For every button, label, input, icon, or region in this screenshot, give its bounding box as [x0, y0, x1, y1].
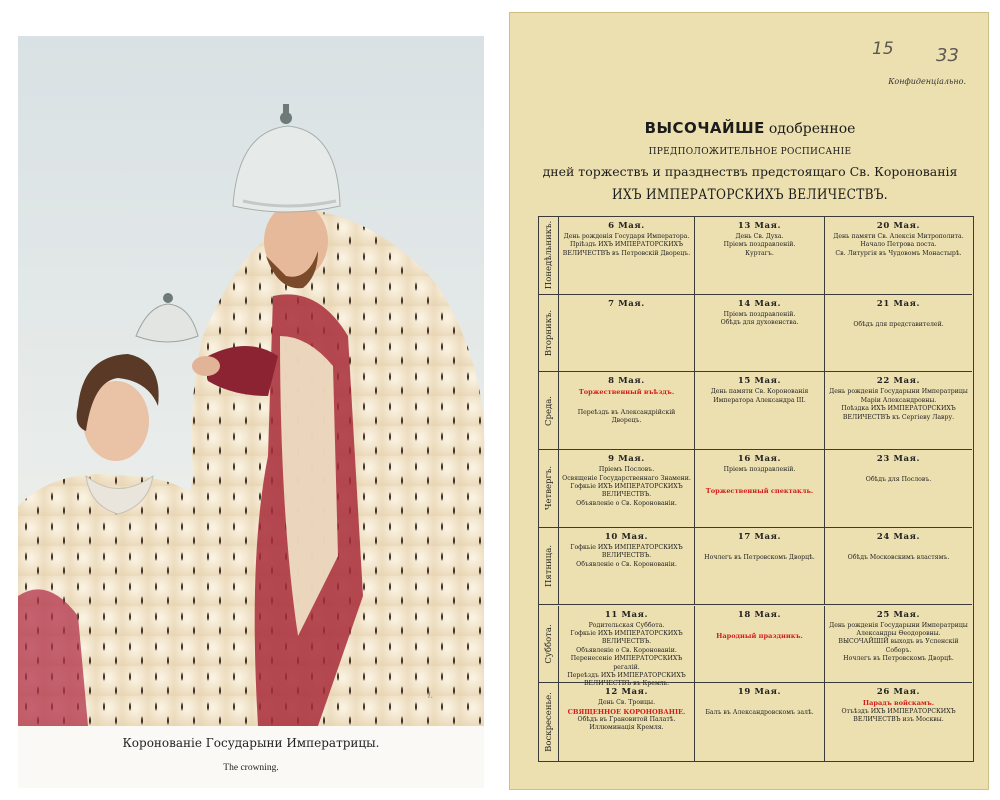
- caption-russian: Коронованіе Государыни Императрицы.: [122, 736, 380, 750]
- cell-date: 19 Мая.: [737, 687, 782, 698]
- cell-date: 7 Мая.: [608, 298, 645, 309]
- event-note: Обѣдъ въ Грановитой Палатѣ.: [577, 716, 676, 723]
- schedule-cell: [825, 372, 972, 449]
- cell-date: 15 Мая.: [737, 376, 782, 387]
- schedule-row: [539, 683, 972, 761]
- cell-date: 23 Мая.: [876, 454, 921, 465]
- event-note: Обѣдъ для Пословъ.: [865, 476, 932, 484]
- cell-date: 21 Мая.: [876, 298, 921, 309]
- event-note: День рожденія Государя Императора.: [563, 233, 690, 240]
- weekday-text: Воскресенье.: [543, 692, 554, 752]
- schedule-cell: [825, 683, 972, 761]
- event-note: Объявленіе о Св. Коронованіи.: [576, 499, 677, 507]
- weekday-label: [539, 295, 559, 372]
- event-note: День памяти Св. Алексія Митрополита. Начало Петрова поста.: [833, 233, 964, 249]
- event-note: Переѣздъ въ Александрійскій Дворецъ.: [577, 408, 676, 425]
- schedule-row: [539, 606, 972, 688]
- event-note: Объявленіе о Св. Коронованіи.: [576, 646, 677, 654]
- weekday-text: Вторникъ.: [543, 309, 554, 357]
- event-note: Родительская Суббота.: [588, 621, 665, 629]
- event-note: День Св. Духа.: [735, 233, 784, 240]
- event-highlight: СВЯЩЕННОЕ КОРОНОВАНІЕ.: [567, 707, 686, 716]
- schedule-cell: [559, 217, 695, 294]
- weekday-label: [539, 528, 559, 605]
- cell-date: 17 Мая.: [737, 531, 782, 542]
- schedule-cell: [559, 450, 695, 527]
- schedule-cell: [559, 606, 695, 688]
- event-note: Объявленіе о Св. Коронованіи.: [576, 560, 677, 568]
- weekday-label: [539, 372, 559, 449]
- event-note: Св. Литургія въ Чудовомъ Монастырѣ.: [835, 249, 962, 257]
- schedule-cell: [559, 528, 695, 605]
- caption-english: The crowning.: [223, 763, 279, 773]
- schedule-row: [539, 295, 972, 373]
- schedule-cell: [695, 683, 825, 761]
- event-note: Отъѣздъ ИХЪ ИМПЕРАТОРСКИХЪ ВЕЛИЧЕСТВЪ изъ Москвы.: [841, 707, 956, 723]
- schedule-cell: [695, 295, 825, 372]
- schedule-cell: [695, 528, 825, 605]
- schedule-cell: [825, 528, 972, 605]
- cell-date: 16 Мая.: [737, 454, 782, 465]
- cell-date: 20 Мая.: [876, 221, 921, 231]
- event-note: Перенесеніе ИМПЕРАТОРСКИХЪ регалій.: [570, 655, 683, 671]
- event-note: Переѣздъ ИХЪ ИМПЕРАТОРСКИХЪ ВЕЛИЧЕСТВЪ въ Кремль.: [567, 671, 686, 688]
- event-note: Гофкьіе ИХЪ ИМПЕРАТОРСКИХЪ ВЕЛИЧЕСТВЪ.: [570, 629, 683, 646]
- event-note: Ночлегъ въ Петровскомъ Дворцѣ.: [704, 553, 815, 561]
- weekday-text: Понедѣльникъ.: [543, 221, 554, 290]
- illustration-page: [18, 36, 484, 788]
- event-note: Поѣздка ИХЪ ИМПЕРАТОРСКИХЪ ВЕЛИЧЕСТВЪ къ Сергіеву Лавру.: [841, 405, 956, 421]
- event-note: Ночлегъ въ Петровскомъ Дворцѣ.: [843, 655, 954, 663]
- event-note: День Св. Троицы.: [597, 699, 656, 707]
- event-highlight: Парадъ войскамъ.: [862, 699, 935, 708]
- cell-date: 11 Мая.: [604, 609, 649, 620]
- cell-date: 9 Мая.: [608, 454, 645, 465]
- coronation-painting: [18, 36, 484, 726]
- weekday-label: [539, 683, 559, 761]
- event-note: Балъ въ Александровскомъ залѣ.: [705, 709, 814, 717]
- cell-date: 6 Мая.: [608, 221, 645, 231]
- schedule-cell: [559, 683, 695, 761]
- cell-date: 13 Мая.: [737, 221, 782, 231]
- event-note: Пріемъ поздравленій.: [723, 241, 796, 249]
- confidential-mark: Конфиденціально.: [888, 77, 966, 86]
- schedule-row: [539, 217, 972, 295]
- event-highlight: Торжественный въѣздъ.: [578, 388, 675, 397]
- event-note: День памяти Св. Коронованія Императора Александра III.: [710, 388, 809, 404]
- event-note: Освященіе Государственнаго Знамени.: [562, 474, 691, 482]
- cell-date: 25 Мая.: [876, 609, 921, 620]
- weekday-label: [539, 450, 559, 527]
- cell-date: 24 Мая.: [876, 531, 921, 542]
- event-note: Пріемъ поздравленій.: [723, 310, 796, 318]
- event-note: ВЫСОЧАЙШІЙ выходъ въ Успенскій Соборъ.: [838, 638, 959, 654]
- schedule-table: [538, 216, 974, 762]
- cell-date: 8 Мая.: [608, 376, 645, 387]
- event-note: Обѣдъ Московскимъ властямъ.: [847, 553, 950, 561]
- cell-date: 14 Мая.: [737, 298, 782, 309]
- schedule-cell: [825, 450, 972, 527]
- cell-date: 12 Мая.: [604, 687, 649, 698]
- event-note: День рожденія Государыни Императрицы Александры Ѳеодоровны.: [829, 621, 968, 637]
- weekday-text: Четвергъ.: [543, 466, 554, 511]
- event-note: День рожденія Государыни Императрицы Маріи Александровны.: [829, 388, 968, 404]
- event-note: Гофкьіе ИХЪ ИМПЕРАТОРСКИХЪ ВЕЛИЧЕСТВЪ.: [570, 543, 683, 560]
- event-note: Гофкьіе ИХЪ ИМПЕРАТОРСКИХЪ ВЕЛИЧЕСТВЪ.: [570, 482, 683, 499]
- handwritten-number: 15: [872, 39, 894, 59]
- event-note: Иллюминація Кремля.: [589, 724, 664, 732]
- event-highlight: Торжественный спектакль.: [705, 486, 814, 495]
- cell-date: 26 Мая.: [876, 687, 921, 698]
- cell-date: 10 Мая.: [604, 531, 649, 542]
- event-note: Пріемъ Пословъ.: [598, 466, 655, 474]
- event-note: Пріѣздъ ИХЪ ИМПЕРАТОРСКИХЪ ВЕЛИЧЕСТВЪ въ Петровскій Дворецъ.: [562, 241, 691, 257]
- weekday-label: [539, 217, 559, 294]
- weekday-text: Суббота.: [543, 624, 554, 664]
- weekday-label: [539, 606, 559, 683]
- weekday-text: Среда.: [543, 395, 554, 426]
- subtitle: ПРЕДПОЛОЖИТЕЛЬНОЕ РОСПИСАНІЕ: [648, 147, 852, 157]
- schedule-cell: [825, 217, 972, 294]
- event-highlight: Народный праздникъ.: [716, 631, 803, 640]
- title-approved: одобренное: [768, 121, 856, 137]
- cell-date: 22 Мая.: [876, 376, 921, 387]
- title-description: дней торжествъ и празднествъ предстоящаго Св. Коронованія: [542, 164, 958, 179]
- schedule-cell: [695, 606, 825, 683]
- event-note: Обѣдъ для духовенства.: [720, 319, 799, 327]
- schedule-cell: [825, 606, 972, 683]
- schedule-cell: [695, 217, 825, 294]
- schedule-cell: [825, 295, 972, 372]
- schedule-cell: [559, 295, 695, 372]
- event-note: Пріемъ поздравленій.: [723, 466, 796, 474]
- schedule-page: [509, 12, 989, 790]
- title-majesties: ИХЪ ИМПЕРАТОРСКИХЪ ВЕЛИЧЕСТВЪ.: [612, 187, 888, 203]
- title-highest: ВЫСОЧАЙШЕ: [644, 119, 765, 137]
- weekday-text: Пятница.: [543, 545, 554, 588]
- schedule-cell: [695, 372, 825, 449]
- title-line: [510, 119, 990, 137]
- schedule-row: [539, 372, 972, 450]
- schedule-cell: [559, 372, 695, 449]
- cell-date: 18 Мая.: [737, 609, 782, 620]
- schedule-row: [539, 450, 972, 528]
- svg-text:I.: I.: [428, 691, 434, 701]
- handwritten-page-number: 33: [936, 45, 959, 66]
- schedule-row: [539, 528, 972, 606]
- event-note: Обѣдъ для представителей.: [853, 320, 944, 328]
- schedule-cell: [695, 450, 825, 527]
- event-note: Куртагъ.: [745, 249, 774, 257]
